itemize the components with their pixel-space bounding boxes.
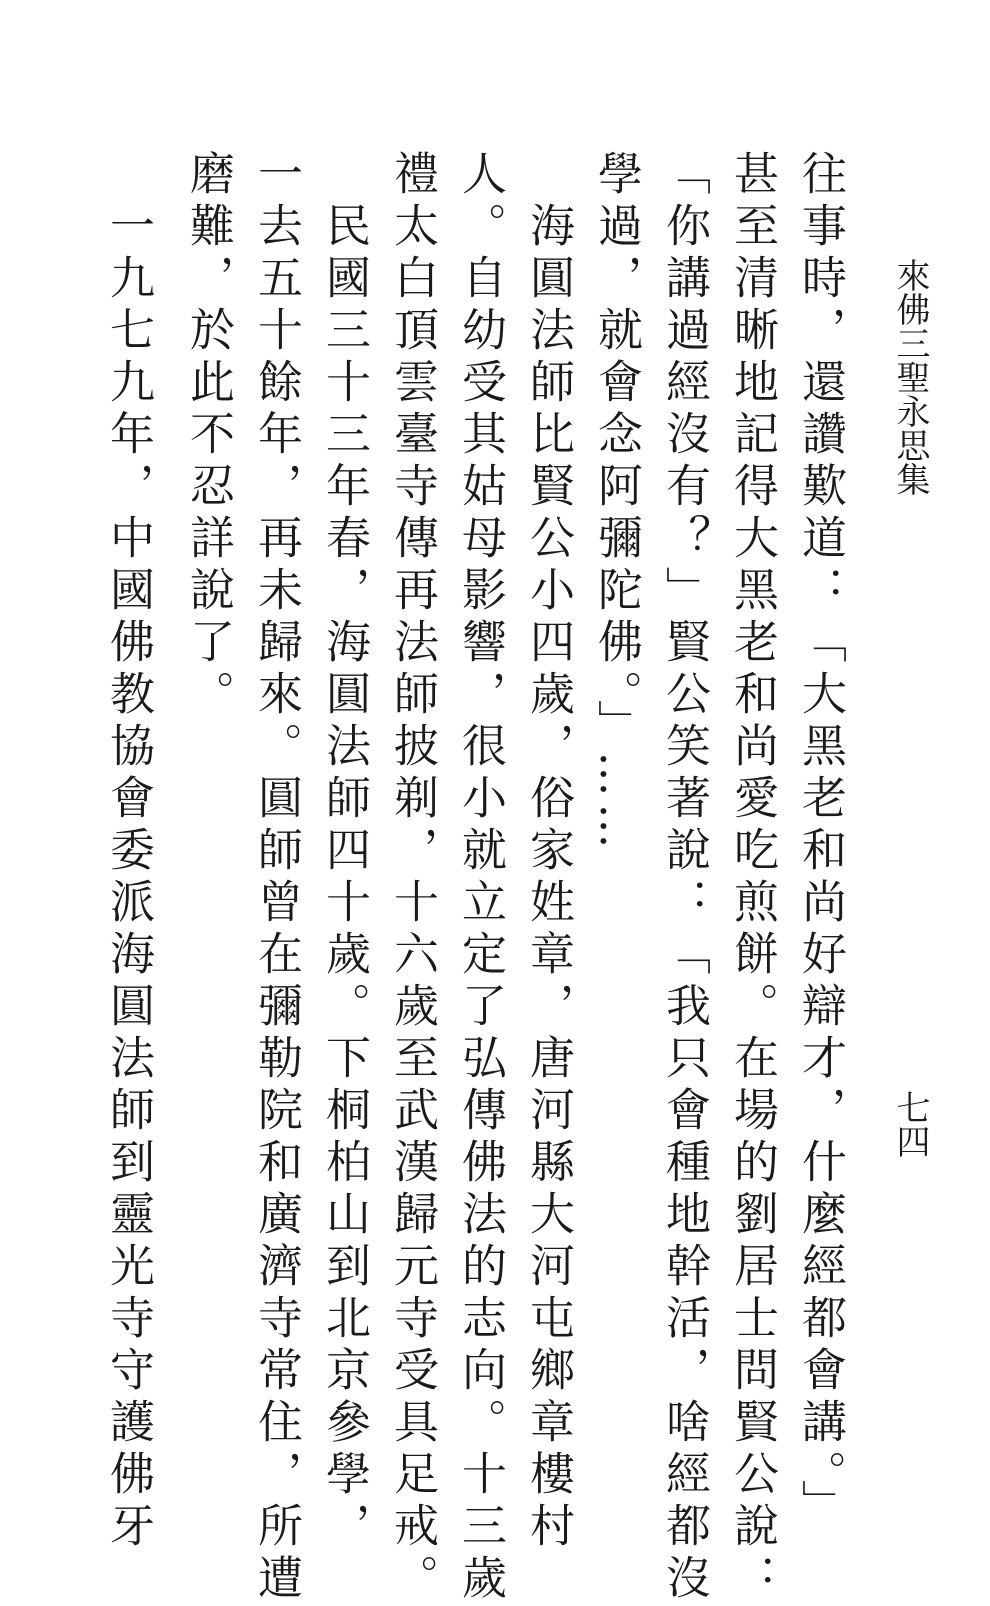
text-line: 往事時，還讚歎道：「大黑老和尚好辯才，什麼經都會講。」 xyxy=(794,150,847,1532)
text-line: 民國三十三年春，海圓法師四十歲。下桐柏山到北京參學， xyxy=(318,150,371,1554)
text-line: 甚至清晰地記得大黑老和尚愛吃煎餅。在場的劉居士問賢公說： xyxy=(726,150,779,1606)
text-line: 學過，就會念阿彌陀佛。」…… xyxy=(590,150,643,856)
page-number: 七四 xyxy=(890,1090,930,1158)
text-line: 禮太白頂雲臺寺傳再法師披剃，十六歲至武漢歸元寺受具足戒。 xyxy=(386,150,439,1606)
text-line: 海圓法師比賢公小四歲，俗家姓章，唐河縣大河屯鄉章樓村 xyxy=(522,150,575,1554)
text-line: 一去五十餘年，再未歸來。圓師曾在彌勒院和廣濟寺常住，所遭 xyxy=(250,150,303,1606)
text-line: 人。自幼受其姑母影響，很小就立定了弘傳佛法的志向。十三歲 xyxy=(454,150,507,1606)
text-line: 磨難，於此不忍詳說了。 xyxy=(182,150,235,722)
text-line: 「你講過經沒有？」賢公笑著說：「我只會種地幹活，啥經都沒 xyxy=(658,150,711,1606)
running-header-title: 來佛三聖永思集 xyxy=(890,258,930,496)
text-line: 一九七九年，中國佛教協會委派海圓法師到靈光寺守護佛牙 xyxy=(102,150,155,1554)
